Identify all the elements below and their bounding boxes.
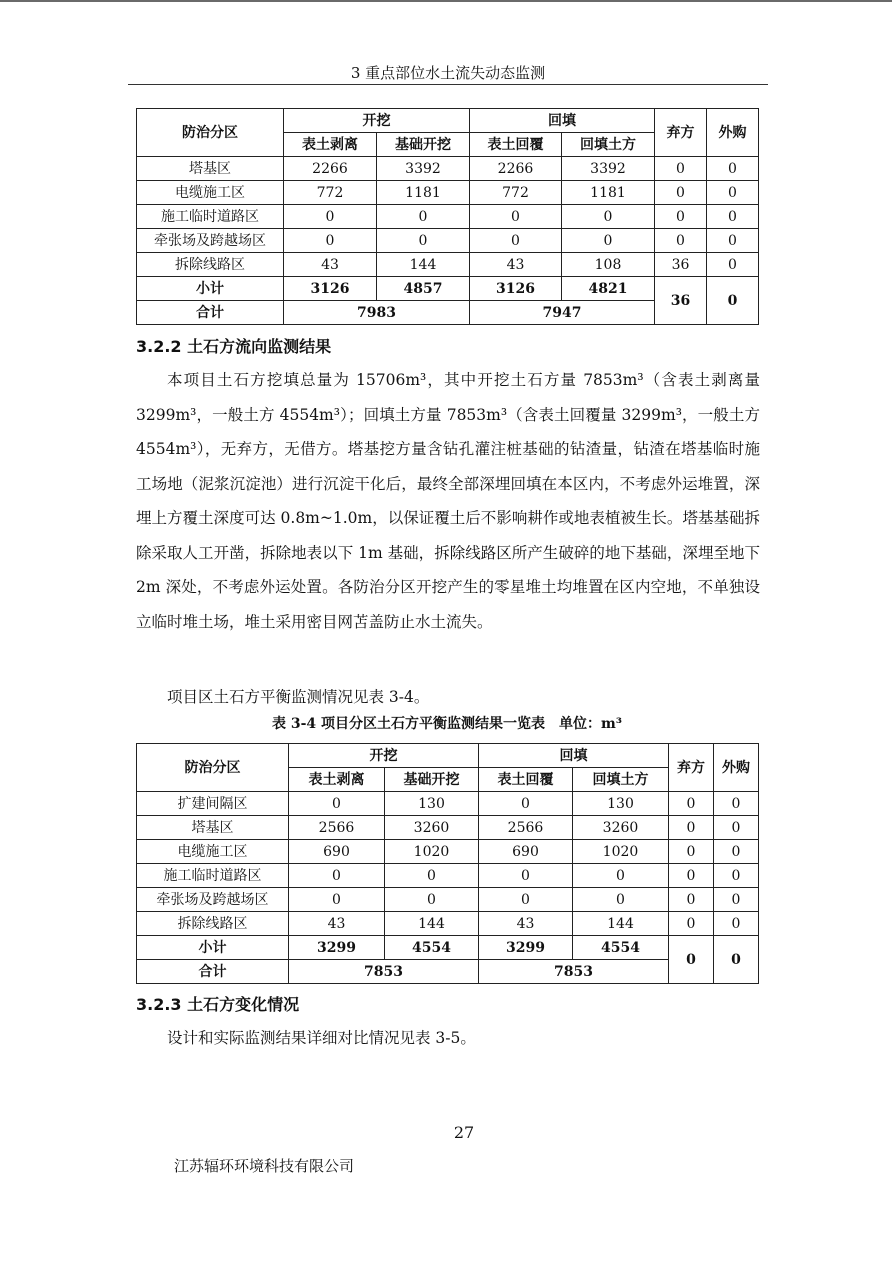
cell: 0 (714, 816, 759, 840)
cell: 772 (470, 181, 562, 205)
header-excavate: 开挖 (284, 109, 470, 133)
header-excavate: 开挖 (289, 744, 479, 768)
earthwork-balance-table (136, 743, 759, 984)
table-row (137, 181, 759, 205)
header-purchase: 外购 (707, 109, 759, 157)
cell: 7853 (479, 960, 669, 984)
table-row (137, 912, 759, 936)
table-row (137, 157, 759, 181)
cell: 0 (669, 912, 714, 936)
header-waste: 弃方 (655, 109, 707, 157)
cell: 0 (669, 864, 714, 888)
cell: 0 (714, 864, 759, 888)
cell: 3260 (573, 816, 669, 840)
cell: 144 (573, 912, 669, 936)
header-topsoil-cover: 表土回覆 (479, 768, 573, 792)
header-purchase: 外购 (714, 744, 759, 792)
paragraph-text: 本项目土石方挖填总量为 15706m³，其中开挖土石方量 7853m³（含表土剥离量 3299m³，一般土方 4554m³）；回填土方量 7853m³（含表土回覆量 3299m³，一般土方 4554m³），无弃方，无借方。塔基挖方量含钻孔灌注桩基础的钻渣量，钻渣在塔基临时施工场地（泥浆沉淀池）进行沉淀干化后，最终全部深埋回填在本区内，不考虑外运堆置，深埋上方覆土深度可达 0.8m~1.0m，以保证覆土后不影响耕作或地表植被生长。塔基基础拆除采取人工开凿，拆除地表以下 1m 基础，拆除线路区所产生破碎的地下基础，深埋至地下 2m 深处，不考虑外运处置。各防治分区开挖产生的零星堆土均堆置在区内空地，不单独设立临时堆土场，堆土采用密目网苫盖防止水土流失。 (136, 371, 760, 631)
cell: 36 (655, 277, 707, 325)
table-row (137, 205, 759, 229)
table-row (137, 816, 759, 840)
cell: 0 (479, 888, 573, 912)
cell: 0 (479, 864, 573, 888)
cell: 3126 (284, 277, 377, 301)
header-backfill-earth: 回填土方 (573, 768, 669, 792)
body-paragraph (136, 680, 760, 715)
page-number: 27 (453, 1123, 475, 1142)
cell: 0 (714, 840, 759, 864)
cell: 108 (562, 253, 655, 277)
cell: 0 (669, 816, 714, 840)
cell: 牵张场及跨越场区 (137, 229, 284, 253)
subtotal-row (137, 277, 759, 301)
cell: 43 (479, 912, 573, 936)
cell: 小计 (137, 277, 284, 301)
table-row (137, 864, 759, 888)
cell: 4821 (562, 277, 655, 301)
header-area: 防治分区 (137, 109, 284, 157)
cell: 1181 (377, 181, 470, 205)
cell: 3392 (562, 157, 655, 181)
cell: 7983 (284, 301, 470, 325)
cell: 7853 (289, 960, 479, 984)
cell: 1020 (573, 840, 669, 864)
cell: 0 (707, 253, 759, 277)
cell: 0 (377, 205, 470, 229)
cell: 0 (470, 205, 562, 229)
total-row (137, 960, 759, 984)
cell: 772 (284, 181, 377, 205)
header-topsoil-strip: 表土剥离 (284, 133, 377, 157)
section-heading-3-2-2: 3.2.2 土石方流向监测结果 (136, 337, 332, 356)
cell: 合计 (137, 301, 284, 325)
cell: 690 (479, 840, 573, 864)
header-topsoil-cover: 表土回覆 (470, 133, 562, 157)
cell: 0 (470, 229, 562, 253)
footer-company: 江苏辐环环境科技有限公司 (174, 1157, 355, 1175)
cell: 0 (714, 888, 759, 912)
cell: 0 (284, 205, 377, 229)
cell: 690 (289, 840, 385, 864)
cell: 拆除线路区 (137, 253, 284, 277)
cell: 0 (655, 181, 707, 205)
cell: 电缆施工区 (137, 181, 284, 205)
table-row (137, 888, 759, 912)
earthwork-table-previous (136, 108, 759, 325)
cell: 施工临时道路区 (137, 864, 289, 888)
cell: 0 (714, 936, 759, 984)
cell: 3126 (470, 277, 562, 301)
body-paragraph (136, 1021, 760, 1056)
table-caption: 表 3-4 项目分区土石方平衡监测结果一览表 单位：m³ (272, 716, 622, 732)
cell: 塔基区 (137, 816, 289, 840)
table-row (137, 253, 759, 277)
cell: 144 (377, 253, 470, 277)
cell: 0 (289, 864, 385, 888)
cell: 1020 (385, 840, 479, 864)
cell: 0 (655, 229, 707, 253)
cell: 4857 (377, 277, 470, 301)
cell: 0 (289, 792, 385, 816)
paragraph-text: 设计和实际监测结果详细对比情况见表 3-5。 (167, 1029, 476, 1047)
cell: 0 (289, 888, 385, 912)
cell: 2266 (470, 157, 562, 181)
top-border (0, 0, 892, 2)
header-backfill-earth: 回填土方 (562, 133, 655, 157)
cell: 0 (714, 912, 759, 936)
cell: 0 (655, 157, 707, 181)
cell: 3260 (385, 816, 479, 840)
cell: 0 (669, 936, 714, 984)
cell: 4554 (573, 936, 669, 960)
cell: 0 (707, 205, 759, 229)
cell: 0 (385, 864, 479, 888)
cell: 0 (377, 229, 470, 253)
cell: 4554 (385, 936, 479, 960)
cell: 0 (573, 888, 669, 912)
cell: 牵张场及跨越场区 (137, 888, 289, 912)
cell: 2566 (289, 816, 385, 840)
cell: 0 (562, 205, 655, 229)
cell: 0 (714, 792, 759, 816)
cell: 0 (655, 205, 707, 229)
table-header-row (137, 744, 759, 768)
cell: 施工临时道路区 (137, 205, 284, 229)
cell: 36 (655, 253, 707, 277)
cell: 1181 (562, 181, 655, 205)
cell: 0 (284, 229, 377, 253)
cell: 0 (707, 277, 759, 325)
header-foundation-excavation: 基础开挖 (377, 133, 470, 157)
body-paragraph (136, 363, 760, 639)
cell: 电缆施工区 (137, 840, 289, 864)
table-row (137, 229, 759, 253)
table-header-row (137, 109, 759, 133)
header-area: 防治分区 (137, 744, 289, 792)
cell: 0 (562, 229, 655, 253)
cell: 43 (470, 253, 562, 277)
running-header: 3 重点部位水土流失动态监测 (350, 64, 546, 82)
header-rule (128, 84, 768, 85)
cell: 0 (573, 864, 669, 888)
cell: 3392 (377, 157, 470, 181)
cell: 43 (284, 253, 377, 277)
cell: 130 (385, 792, 479, 816)
cell: 小计 (137, 936, 289, 960)
header-waste: 弃方 (669, 744, 714, 792)
table-row (137, 840, 759, 864)
cell: 2266 (284, 157, 377, 181)
cell: 塔基区 (137, 157, 284, 181)
paragraph-text: 项目区土石方平衡监测情况见表 3-4。 (167, 688, 430, 706)
cell: 43 (289, 912, 385, 936)
cell: 0 (707, 181, 759, 205)
header-foundation-excavation: 基础开挖 (385, 768, 479, 792)
header-backfill: 回填 (479, 744, 669, 768)
header-topsoil-strip: 表土剥离 (289, 768, 385, 792)
cell: 2566 (479, 816, 573, 840)
cell: 130 (573, 792, 669, 816)
cell: 扩建间隔区 (137, 792, 289, 816)
subtotal-row (137, 936, 759, 960)
cell: 拆除线路区 (137, 912, 289, 936)
cell: 3299 (479, 936, 573, 960)
cell: 3299 (289, 936, 385, 960)
cell: 0 (669, 888, 714, 912)
cell: 0 (669, 792, 714, 816)
header-backfill: 回填 (470, 109, 655, 133)
section-heading-3-2-3: 3.2.3 土石方变化情况 (136, 995, 300, 1014)
cell: 144 (385, 912, 479, 936)
cell: 7947 (470, 301, 655, 325)
cell: 0 (479, 792, 573, 816)
cell: 合计 (137, 960, 289, 984)
cell: 0 (707, 229, 759, 253)
table-row (137, 792, 759, 816)
cell: 0 (707, 157, 759, 181)
cell: 0 (385, 888, 479, 912)
cell: 0 (669, 840, 714, 864)
